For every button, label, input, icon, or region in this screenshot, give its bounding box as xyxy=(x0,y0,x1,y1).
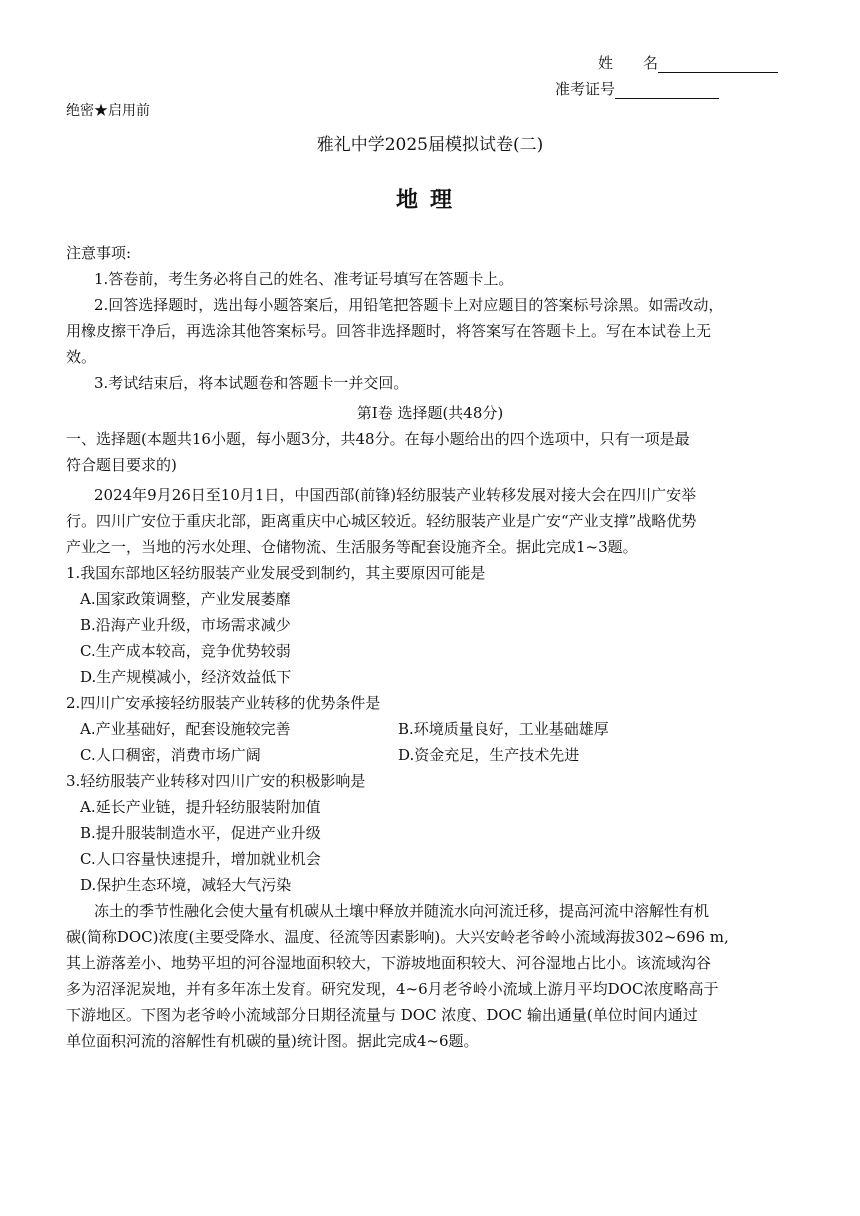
secret-mark: 绝密★启用前 xyxy=(66,103,150,119)
question-2-option-b: B.环境质量良好，工业基础雄厚 xyxy=(398,720,609,738)
passage2-line-5: 下游地区。下图为老爷岭小流域部分日期径流量与 DOC 浓度、DOC 输出通量(单位时间内通过 xyxy=(66,1006,698,1024)
question-3-option-d: D.保护生态环境，减轻大气污染 xyxy=(80,876,292,894)
exam-title: 雅礼中学2025届模拟试卷(二) xyxy=(316,135,544,155)
question-1-option-d: D.生产规模减小，经济效益低下 xyxy=(80,668,292,686)
section-instruction-1: 一、选择题(本题共16小题，每小题3分，共48分。在每小题给出的四个选项中，只有一项是最 xyxy=(66,430,690,448)
notice-item-1: 1.答卷前，考生务必将自己的姓名、准考证号填写在答题卡上。 xyxy=(94,270,514,288)
question-2-option-a: A.产业基础好，配套设施较完善 xyxy=(80,720,291,738)
question-2-option-c: C.人口稠密，消费市场广阔 xyxy=(80,746,261,764)
section-title: 第Ⅰ卷 选择题(共48分) xyxy=(356,404,504,422)
question-3-option-b: B.提升服装制造水平，促进产业升级 xyxy=(80,824,321,842)
exam-id-field xyxy=(555,78,719,99)
notice-item-2-cont: 用橡皮擦干净后，再选涂其他答案标号。回答非选择题时，将答案写在答题卡上。写在本试卷上无 xyxy=(66,322,712,340)
question-1-option-c: C.生产成本较高，竞争优势较弱 xyxy=(80,642,291,660)
notice-item-2-end: 效。 xyxy=(66,348,97,366)
question-1-option-b: B.沿海产业升级，市场需求减少 xyxy=(80,616,291,634)
passage2-line-6: 单位面积河流的溶解性有机碳的量)统计图。据此完成4~6题。 xyxy=(66,1032,479,1050)
notice-item-2: 2.回答选择题时，选出每小题答案后，用铅笔把答题卡上对应题目的答案标号涂黑。如需改动， xyxy=(94,296,724,314)
question-3-option-a: A.延长产业链，提升轻纺服装附加值 xyxy=(80,798,321,816)
passage1-line-3: 产业之一，当地的污水处理、仓储物流、生活服务等配套设施齐全。据此完成1~3题。 xyxy=(66,538,638,556)
passage1-line-2: 行。四川广安位于重庆北部，距离重庆中心城区较近。轻纺服装产业是广安“产业支撑”战略优势 xyxy=(66,512,697,530)
question-1-stem: 1.我国东部地区轻纺服装产业发展受到制约，其主要原因可能是 xyxy=(66,564,486,582)
name-blank xyxy=(658,56,778,73)
subject-title: 地理 xyxy=(395,188,464,213)
exam-id-blank xyxy=(615,82,719,99)
question-3-option-c: C.人口容量快速提升，增加就业机会 xyxy=(80,850,321,868)
passage2-line-3: 其上游落差小、地势平坦的河谷湿地面积较大，下游坡地面积较大、河谷湿地占比小。该流域沟谷 xyxy=(66,954,712,972)
notice-heading: 注意事项: xyxy=(66,244,132,262)
question-2-stem: 2.四川广安承接轻纺服装产业转移的优势条件是 xyxy=(66,694,381,712)
question-1-option-a: A.国家政策调整，产业发展萎靡 xyxy=(80,590,291,608)
passage2-line-1: 冻土的季节性融化会使大量有机碳从土壤中释放并随流水向河流迁移，提高河流中溶解性有机 xyxy=(94,902,710,920)
question-3-stem: 3.轻纺服装产业转移对四川广安的积极影响是 xyxy=(66,772,366,790)
passage2-line-2: 碳(简称DOC)浓度(主要受降水、温度、径流等因素影响)。大兴安岭老爷岭小流域海拔302~696 m, xyxy=(66,928,729,946)
section-instruction-2: 符合题目要求的) xyxy=(66,456,177,474)
name-field xyxy=(598,52,778,73)
passage2-line-4: 多为沼泽泥炭地，并有多年冻土发育。研究发现，4~6月老爷岭小流域上游月平均DOC浓度略高于 xyxy=(66,980,719,998)
name-label: 姓 名 xyxy=(598,54,659,72)
exam-id-label: 准考证号 xyxy=(555,80,616,98)
passage1-line-1: 2024年9月26日至10月1日，中国西部(前锋)轻纺服装产业转移发展对接大会在四川广安举 xyxy=(94,486,697,504)
question-2-option-d: D.资金充足，生产技术先进 xyxy=(398,746,580,764)
notice-item-3: 3.考试结束后，将本试题卷和答题卡一并交回。 xyxy=(94,374,409,392)
